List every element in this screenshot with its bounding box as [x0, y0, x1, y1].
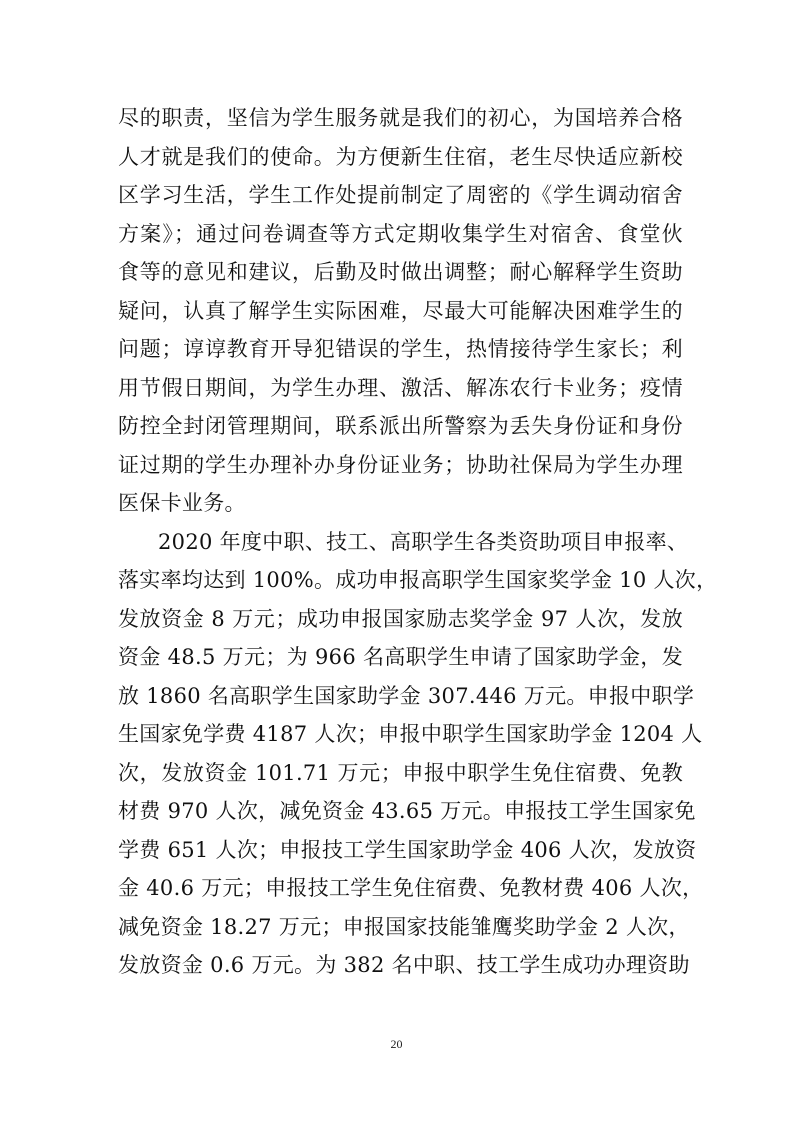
text-line: 放 1860 名高职学生国家助学金 307.446 万元。申报中职学 — [118, 683, 695, 708]
text-line: 证过期的学生办理补办身份证业务；协助社保局为学生办理 — [118, 452, 683, 477]
text-line: 发放资金 0.6 万元。为 382 名中职、技工学生成功办理资助 — [118, 953, 690, 977]
text-line: 人才就是我们的使命。为方便新生住宿，老生尽快适应新校 — [118, 144, 683, 169]
text-line: 2020 年度中职、技工、高职学生各类资助项目申报率、 — [158, 529, 689, 554]
text-line: 学费 651 人次；申报技工学生国家助学金 406 人次，发放资 — [118, 837, 697, 862]
text-line: 材费 970 人次，减免资金 43.65 万元。申报技工学生国家免 — [118, 799, 696, 823]
text-line: 资金 48.5 万元；为 966 名高职学生申请了国家助学金，发 — [118, 645, 683, 669]
text-line: 区学习生活，学生工作处提前制定了周密的《学生调动宿舍 — [118, 183, 683, 207]
text-line: 防控全封闭管理期间，联系派出所警察为丢失身份证和身份 — [118, 414, 683, 438]
text-line: 次，发放资金 101.71 万元；申报中职学生免住宿费、免教 — [118, 760, 683, 785]
text-line: 金 40.6 万元；申报技工学生免住宿费、免教材费 406 人次， — [118, 876, 704, 900]
paragraph-student-services — [118, 99, 683, 523]
text-line: 落实率均达到 100%。成功申报高职学生国家奖学金 10 人次， — [118, 568, 718, 592]
text-line: 发放资金 8 万元；成功申报国家励志奖学金 97 人次，发放 — [118, 606, 683, 631]
text-line: 医保卡业务。 — [118, 491, 246, 515]
text-line: 尽的职责，坚信为学生服务就是我们的初心，为国培养合格 — [118, 106, 683, 130]
paragraph-financial-aid — [118, 523, 718, 985]
text-line: 食等的意见和建议，后勤及时做出调整；耐心解释学生资助 — [118, 260, 683, 284]
text-line: 疑问，认真了解学生实际困难，尽最大可能解决困难学生的 — [118, 298, 683, 323]
page-number: 20 — [390, 1037, 403, 1051]
text-line: 减免资金 18.27 万元；申报国家技能雏鹰奖助学金 2 人次， — [118, 914, 690, 939]
text-line: 生国家免学费 4187 人次；申报中职学生国家助学金 1204 人 — [118, 722, 703, 746]
body-text — [118, 99, 718, 985]
text-line: 方案》；通过问卷调查等方式定期收集学生对宿舍、食堂伙 — [118, 221, 683, 246]
text-line: 问题；谆谆教育开导犯错误的学生，热情接待学生家长；利 — [118, 337, 683, 361]
text-line: 用节假日期间，为学生办理、激活、解冻农行卡业务；疫情 — [118, 375, 683, 400]
